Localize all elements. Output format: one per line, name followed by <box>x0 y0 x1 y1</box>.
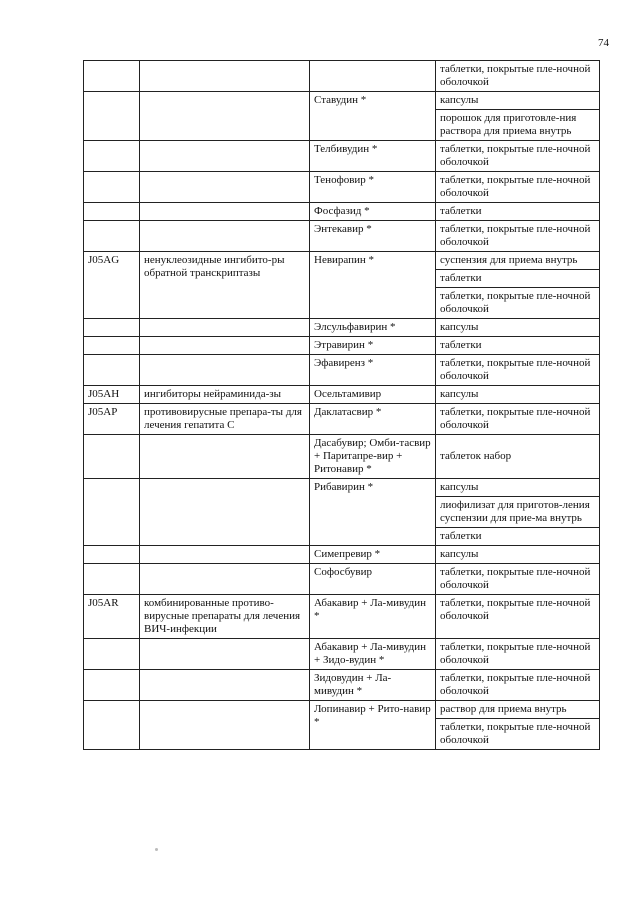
dosage-form-cell: лиофилизат для приготов-ления суспензии для прие-ма внутрь <box>436 497 600 528</box>
group-name-cell: комбинированные противо-вирусные препараты для лечения ВИЧ-инфекции <box>140 595 310 639</box>
drug-name-cell: Телбивудин * <box>310 141 436 172</box>
drug-name-cell: Абакавир + Ла-мивудин * <box>310 595 436 639</box>
dosage-form-cell: таблетки, покрытые пле-ночной оболочкой <box>436 172 600 203</box>
group-name-cell <box>140 435 310 479</box>
group-name-cell <box>140 172 310 203</box>
dosage-form-cell: таблетки <box>436 203 600 221</box>
dosage-form-cell: таблетки, покрытые пле-ночной оболочкой <box>436 61 600 92</box>
atc-code-cell <box>84 479 140 546</box>
table-row <box>84 435 600 479</box>
drug-name-cell: Абакавир + Ла-мивудин + Зидо-вудин * <box>310 639 436 670</box>
atc-code-cell: J05AR <box>84 595 140 639</box>
group-name-cell: противовирусные препара-ты для лечения гепатита С <box>140 404 310 435</box>
group-name-cell <box>140 203 310 221</box>
page-number: 74 <box>598 37 609 49</box>
drug-name-cell: Тенофовир * <box>310 172 436 203</box>
table-row <box>84 670 600 701</box>
atc-code-cell <box>84 355 140 386</box>
drug-name-cell: Этравирин * <box>310 337 436 355</box>
dosage-form-cell: капсулы <box>436 319 600 337</box>
table-row <box>84 61 600 92</box>
group-name-cell <box>140 355 310 386</box>
atc-code-cell <box>84 172 140 203</box>
group-name-cell <box>140 141 310 172</box>
atc-code-cell <box>84 337 140 355</box>
drug-name-cell: Лопинавир + Рито-навир * <box>310 701 436 750</box>
atc-code-cell <box>84 319 140 337</box>
dosage-form-cell: таблетки, покрытые пле-ночной оболочкой <box>436 288 600 319</box>
dosage-form-cell: таблеток набор <box>436 435 600 479</box>
dosage-form-cell: таблетки, покрытые пле-ночной оболочкой <box>436 719 600 750</box>
group-name-cell <box>140 564 310 595</box>
drug-name-cell <box>310 61 436 92</box>
table-row <box>84 319 600 337</box>
group-name-cell <box>140 546 310 564</box>
group-name-cell <box>140 61 310 92</box>
dosage-form-cell: таблетки, покрытые пле-ночной оболочкой <box>436 404 600 435</box>
atc-code-cell <box>84 435 140 479</box>
drug-name-cell: Ставудин * <box>310 92 436 141</box>
atc-code-cell <box>84 564 140 595</box>
atc-code-cell <box>84 92 140 141</box>
dosage-form-cell: суспензия для приема внутрь <box>436 252 600 270</box>
table-row <box>84 595 600 639</box>
table-row <box>84 639 600 670</box>
drug-name-cell: Зидовудин + Ла-мивудин * <box>310 670 436 701</box>
atc-code-cell <box>84 61 140 92</box>
dosage-form-cell: раствор для приема внутрь <box>436 701 600 719</box>
table-row <box>84 546 600 564</box>
group-name-cell <box>140 221 310 252</box>
group-name-cell <box>140 701 310 750</box>
drug-name-cell: Эфавиренз * <box>310 355 436 386</box>
atc-code-cell: J05AH <box>84 386 140 404</box>
group-name-cell <box>140 639 310 670</box>
drug-name-cell: Энтекавир * <box>310 221 436 252</box>
drug-name-cell: Симепревир * <box>310 546 436 564</box>
table-row <box>84 203 600 221</box>
table-row <box>84 564 600 595</box>
atc-code-cell <box>84 203 140 221</box>
drug-name-cell: Даклатасвир * <box>310 404 436 435</box>
dosage-form-cell: таблетки <box>436 337 600 355</box>
atc-code-cell: J05AG <box>84 252 140 319</box>
atc-code-cell <box>84 141 140 172</box>
drug-list-table <box>83 60 600 750</box>
group-name-cell: ненуклеозидные ингибито-ры обратной транскриптазы <box>140 252 310 319</box>
scan-speck <box>155 848 158 851</box>
group-name-cell <box>140 337 310 355</box>
atc-code-cell <box>84 701 140 750</box>
group-name-cell <box>140 479 310 546</box>
dosage-form-cell: таблетки, покрытые пле-ночной оболочкой <box>436 355 600 386</box>
drug-name-cell: Фосфазид * <box>310 203 436 221</box>
dosage-form-cell: капсулы <box>436 479 600 497</box>
drug-name-cell: Дасабувир; Омби-тасвир + Паритапре-вир + Ритонавир * <box>310 435 436 479</box>
drug-name-cell: Осельтамивир <box>310 386 436 404</box>
drug-name-cell: Невирапин * <box>310 252 436 319</box>
table-row <box>84 404 600 435</box>
table-row <box>84 355 600 386</box>
dosage-form-cell: таблетки, покрытые пле-ночной оболочкой <box>436 221 600 252</box>
table-row <box>84 92 600 110</box>
group-name-cell <box>140 92 310 141</box>
drug-name-cell: Софосбувир <box>310 564 436 595</box>
dosage-form-cell: капсулы <box>436 546 600 564</box>
table-row <box>84 252 600 270</box>
atc-code-cell <box>84 546 140 564</box>
table-row <box>84 701 600 719</box>
dosage-form-cell: таблетки, покрытые пле-ночной оболочкой <box>436 564 600 595</box>
table-body <box>84 61 600 750</box>
table-row <box>84 386 600 404</box>
drug-name-cell: Элсульфавирин * <box>310 319 436 337</box>
atc-code-cell: J05AP <box>84 404 140 435</box>
table-row <box>84 141 600 172</box>
table-row <box>84 172 600 203</box>
atc-code-cell <box>84 639 140 670</box>
dosage-form-cell: таблетки, покрытые пле-ночной оболочкой <box>436 670 600 701</box>
dosage-form-cell: таблетки, покрытые пле-ночной оболочкой <box>436 141 600 172</box>
table-row <box>84 221 600 252</box>
dosage-form-cell: таблетки, покрытые пле-ночной оболочкой <box>436 639 600 670</box>
atc-code-cell <box>84 670 140 701</box>
dosage-form-cell: капсулы <box>436 386 600 404</box>
dosage-form-cell: таблетки <box>436 270 600 288</box>
group-name-cell <box>140 319 310 337</box>
atc-code-cell <box>84 221 140 252</box>
dosage-form-cell: таблетки <box>436 528 600 546</box>
drug-name-cell: Рибавирин * <box>310 479 436 546</box>
group-name-cell: ингибиторы нейраминида-зы <box>140 386 310 404</box>
group-name-cell <box>140 670 310 701</box>
dosage-form-cell: капсулы <box>436 92 600 110</box>
table-row <box>84 337 600 355</box>
table-row <box>84 479 600 497</box>
dosage-form-cell: таблетки, покрытые пле-ночной оболочкой <box>436 595 600 639</box>
dosage-form-cell: порошок для приготовле-ния раствора для приема внутрь <box>436 110 600 141</box>
